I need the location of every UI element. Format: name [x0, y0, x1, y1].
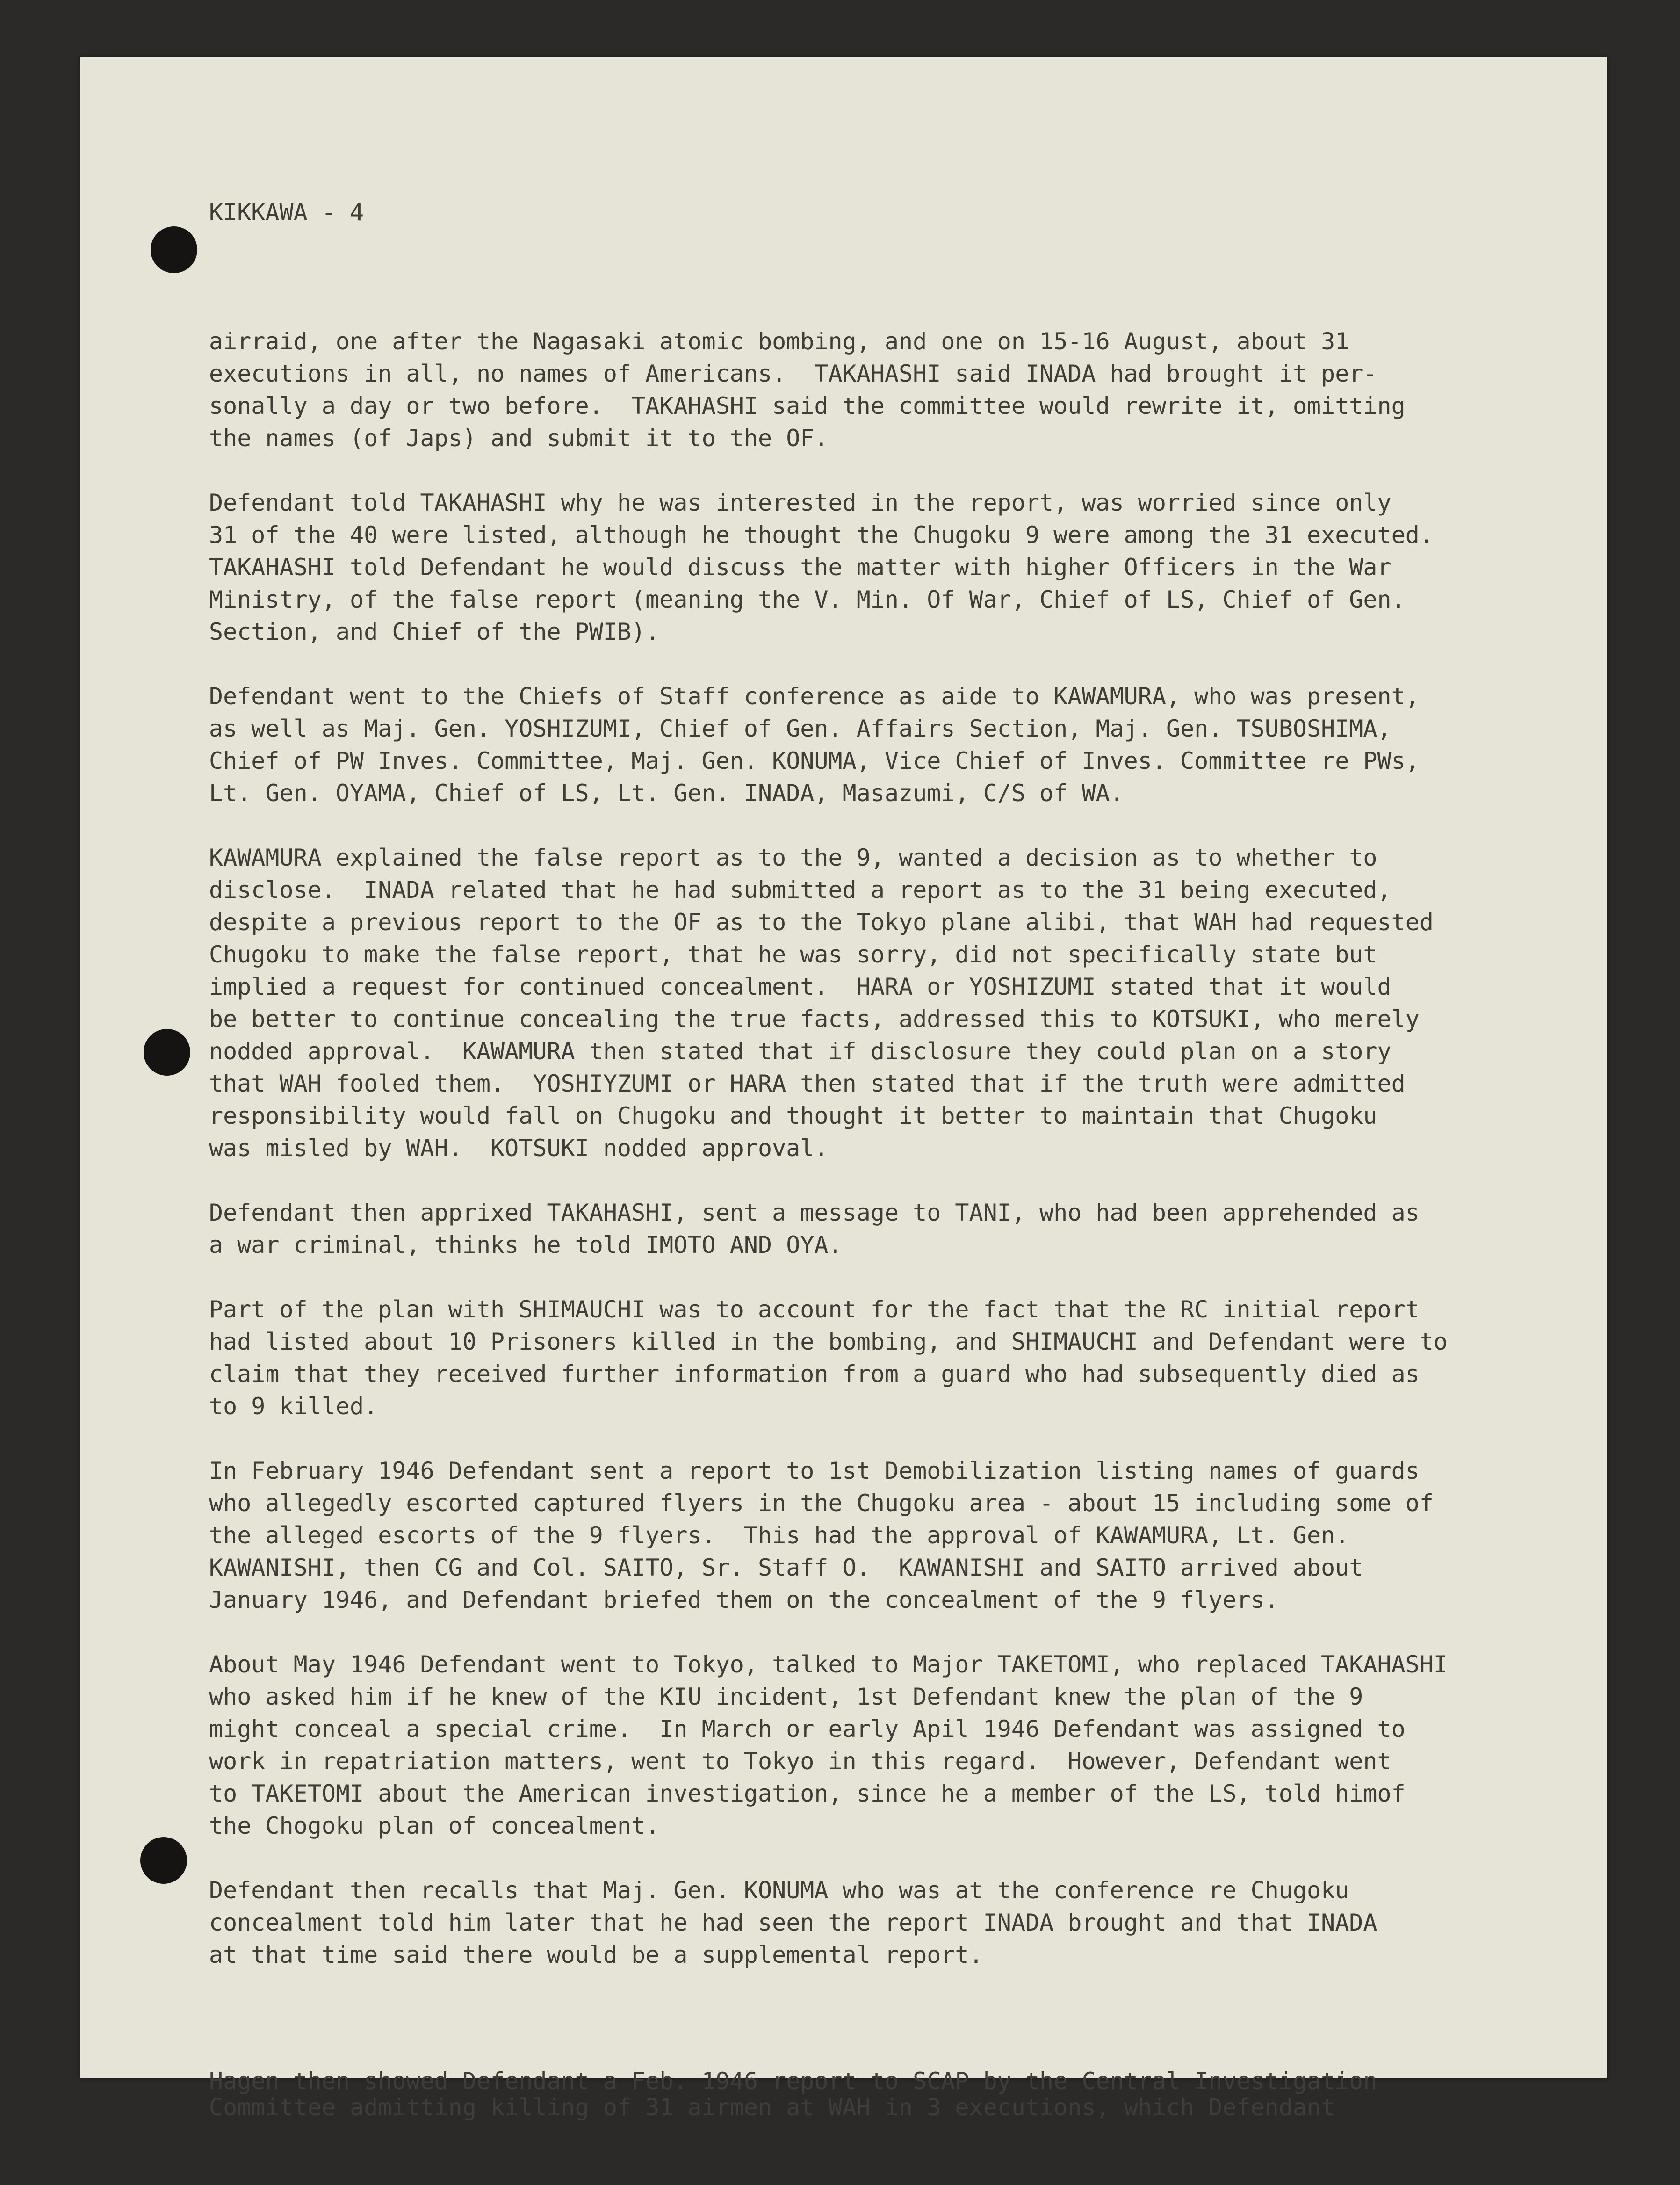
text-line: nodded approval. KAWAMURA then stated that if disclosure they could plan on a story — [209, 1038, 1392, 1065]
text-line: concealment told him later that he had seen the report INADA brought and that INADA — [209, 1909, 1377, 1936]
paragraph — [209, 842, 1630, 1165]
paragraph — [209, 680, 1630, 810]
text-line: the names (of Japs) and submit it to the OF. — [209, 425, 829, 452]
text-line: a war criminal, thinks he told IMOTO AND OYA. — [209, 1231, 843, 1259]
text-line: that WAH fooled them. YOSHIYZUMI or HARA then stated that if the truth were admitted — [209, 1070, 1406, 1097]
text-line: About May 1946 Defendant went to Tokyo, talked to Major TAKETOMI, who replaced TAKAHASHI — [209, 1651, 1448, 1678]
text-line: Ministry, of the false report (meaning the V. Min. Of War, Chief of LS, Chief of Gen. — [209, 586, 1406, 613]
text-line: claim that they received further information from a guard who had subsequently died as — [209, 1360, 1420, 1388]
text-line: at that time said there would be a supplemental report. — [209, 1941, 983, 1968]
text-line: responsibility would fall on Chugoku and thought it better to maintain that Chugoku — [209, 1102, 1377, 1129]
text-line: the alleged escorts of the 9 flyers. This had the approval of KAWAMURA, Lt. Gen. — [209, 1522, 1349, 1549]
text-line: who asked him if he knew of the KIU incident, 1st Defendant knew the plan of the 9 — [209, 1683, 1363, 1710]
text-line: Chugoku to make the false report, that he was sorry, did not specifically state but — [209, 941, 1377, 968]
paragraph — [209, 1455, 1630, 1616]
text-line: Part of the plan with SHIMAUCHI was to account for the fact that the RC initial report — [209, 1296, 1420, 1323]
text-line: who allegedly escorted captured flyers in the Chugoku area - about 15 including some of — [209, 1490, 1434, 1517]
text-line: airraid, one after the Nagasaki atomic bombing, and one on 15-16 August, about 31 — [209, 328, 1349, 355]
text-line: KAWAMURA explained the false report as to the 9, wanted a decision as to whether to — [209, 844, 1377, 871]
text-line: In February 1946 Defendant sent a report to 1st Demobilization listing names of guards — [209, 1457, 1420, 1484]
text-line: Hagen then showed Defendant a Feb. 1946 report to SCAP by the Central Investigation — [209, 2068, 1377, 2095]
text-line: despite a previous report to the OF as to the Tokyo plane alibi, that WAH had requested — [209, 909, 1434, 936]
text-line: implied a request for continued concealment. HARA or YOSHIZUMI stated that it would — [209, 973, 1392, 1000]
text-line: work in repatriation matters, went to Tokyo in this regard. However, Defendant went — [209, 1748, 1392, 1775]
paragraph — [209, 1649, 1630, 1842]
paragraph — [209, 1294, 1630, 1423]
text-line: executions in all, no names of Americans. TAKAHASHI said INADA had brought it per- — [209, 360, 1377, 387]
paragraph — [209, 1874, 1630, 1971]
text-line: Section, and Chief of the PWIB). — [209, 618, 660, 645]
text-line: TAKAHASHI told Defendant he would discuss the matter with higher Officers in the War — [209, 554, 1392, 581]
text-line: to 9 killed. — [209, 1393, 378, 1420]
text-line: Committee admitting killing of 31 airmen at WAH in 3 executions, which Defendant — [209, 2094, 1335, 2121]
text-line: January 1946, and Defendant briefed them on the concealment of the 9 flyers. — [209, 1586, 1279, 1613]
punch-hole — [140, 1837, 187, 1884]
paragraph — [209, 2068, 1630, 2120]
text-line: disclose. INADA related that he had submitted a report as to the 31 being executed, — [209, 876, 1392, 904]
text-line: KAWANISHI, then CG and Col. SAITO, Sr. Staff O. KAWANISHI and SAITO arrived about — [209, 1554, 1363, 1581]
text-line: Defendant then apprixed TAKAHASHI, sent a message to TANI, who had been apprehended as — [209, 1199, 1420, 1226]
paragraph-list — [209, 326, 1630, 1971]
document-page — [80, 57, 1607, 2121]
text-line: Defendant told TAKAHASHI why he was interested in the report, was worried since only — [209, 489, 1392, 516]
text-line: might conceal a special crime. In March or early Apil 1946 Defendant was assigned to — [209, 1715, 1406, 1743]
text-line: was misled by WAH. KOTSUKI nodded approval. — [209, 1135, 829, 1162]
typed-text-body — [209, 132, 1630, 2185]
punch-hole — [151, 226, 197, 273]
text-line: Lt. Gen. OYAMA, Chief of LS, Lt. Gen. INADA, Masazumi, C/S of WA. — [209, 780, 1124, 807]
text-line: the Chogoku plan of concealment. — [209, 1812, 660, 1839]
text-line: had listed about 10 Prisoners killed in the bombing, and SHIMAUCHI and Defendant were to — [209, 1328, 1448, 1355]
paragraph — [209, 1197, 1630, 1261]
text-line: sonally a day or two before. TAKAHASHI said the committee would rewrite it, omitting — [209, 392, 1406, 420]
paragraph — [209, 326, 1630, 455]
text-line: 31 of the 40 were listed, although he thought the Chugoku 9 were among the 31 executed. — [209, 521, 1434, 549]
text-line: Defendant went to the Chiefs of Staff conference as aide to KAWAMURA, who was present, — [209, 683, 1420, 710]
punch-hole — [144, 1029, 190, 1076]
page-header: KIKKAWA - 4 — [209, 199, 364, 226]
paragraph — [209, 487, 1630, 648]
text-line: as well as Maj. Gen. YOSHIZUMI, Chief of Gen. Affairs Section, Maj. Gen. TSUBOSHIMA, — [209, 715, 1392, 742]
text-line: to TAKETOMI about the American investigation, since he a member of the LS, told himof — [209, 1780, 1406, 1807]
text-line: Defendant then recalls that Maj. Gen. KONUMA who was at the conference re Chugoku — [209, 1877, 1349, 1904]
text-line: be better to continue concealing the true facts, addressed this to KOTSUKI, who merely — [209, 1006, 1420, 1033]
text-line: Chief of PW Inves. Committee, Maj. Gen. KONUMA, Vice Chief of Inves. Committee re PWs, — [209, 747, 1420, 774]
